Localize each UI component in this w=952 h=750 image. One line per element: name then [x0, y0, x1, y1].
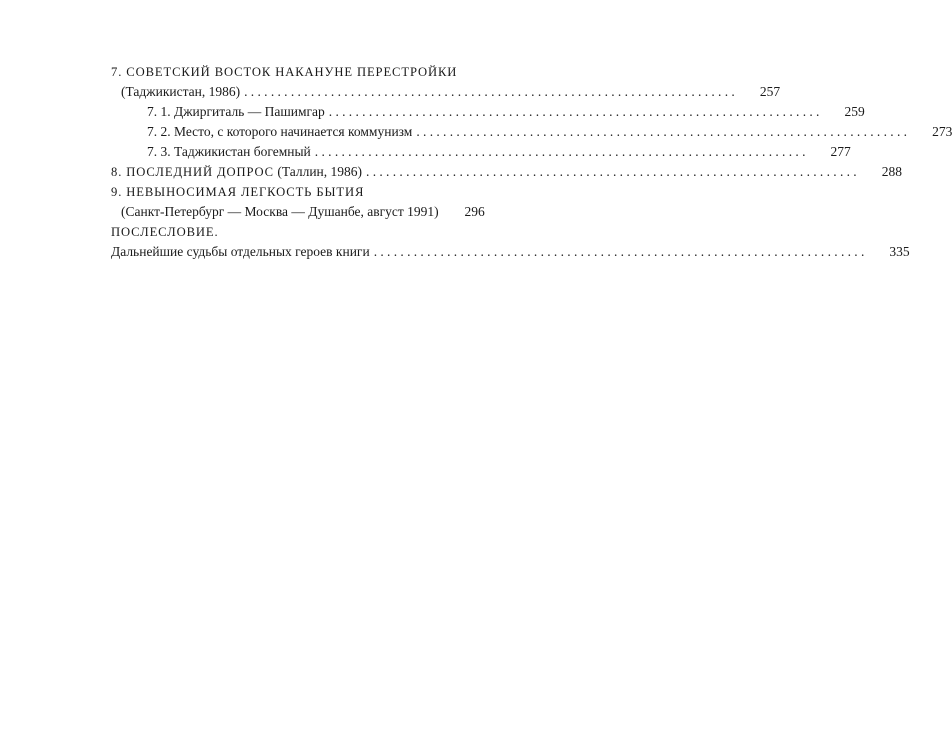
toc-entry-text: Дальнейшие судьбы отдельных героев книги	[111, 244, 370, 259]
toc-page-number: 273	[932, 124, 952, 139]
toc-entry-text: (Санкт-Петербург — Москва — Душанбе, август 1991)	[121, 204, 439, 219]
table-of-contents	[111, 62, 952, 262]
toc-page-number: 257	[759, 84, 781, 99]
toc-page-number: 277	[830, 144, 851, 159]
toc-entry-text: 7. 2. Место, с которого начинается коммунизм	[147, 124, 413, 139]
toc-entry-text: (Таджикистан, 1986)	[121, 84, 241, 99]
toc-entry-caps: 8. ПОСЛЕДНИЙ ДОПРОС	[111, 165, 274, 179]
toc-entry-text: 9. НЕВЫНОСИМАЯ ЛЕГКОСТЬ БЫТИЯ	[111, 185, 365, 199]
dot-leader: ..........................................................................	[244, 84, 739, 99]
dot-leader: ..........................................................................	[328, 104, 823, 119]
toc-page-number: 259	[844, 104, 865, 119]
dot-leader: ..........................................................................	[416, 124, 911, 139]
toc-afterword-subtitle[interactable]	[111, 242, 910, 262]
toc-afterword-title	[111, 222, 471, 242]
toc-page-number: 296	[464, 204, 485, 219]
toc-page-number: 288	[881, 164, 902, 179]
toc-section-7-2[interactable]	[111, 122, 952, 142]
toc-entry-rest: (Таллин, 1986)	[277, 164, 363, 179]
toc-entry-text: 7. СОВЕТСКИЙ ВОСТОК НАКАНУНЕ ПЕРЕСТРОЙКИ	[111, 65, 458, 79]
toc-chapter-7-title	[111, 62, 471, 82]
dot-leader: ..........................................................................	[314, 144, 809, 159]
toc-chapter-8[interactable]	[111, 162, 902, 182]
toc-entry-text: 7. 1. Джиргиталь — Пашимгар	[147, 104, 325, 119]
toc-chapter-7-subtitle[interactable]	[111, 82, 781, 102]
toc-section-7-3[interactable]	[111, 142, 851, 162]
toc-chapter-9-subtitle[interactable]	[111, 202, 485, 222]
toc-entry-text: 7. 3. Таджикистан богемный	[147, 144, 311, 159]
dot-leader: ..........................................................................	[373, 244, 868, 259]
toc-section-7-1[interactable]	[111, 102, 865, 122]
toc-page-number: 335	[889, 244, 910, 259]
toc-entry-text	[111, 162, 362, 182]
dot-leader: ..........................................................................	[366, 164, 860, 179]
toc-entry-text: ПОСЛЕСЛОВИЕ.	[111, 225, 219, 239]
toc-chapter-9-title	[111, 182, 471, 202]
